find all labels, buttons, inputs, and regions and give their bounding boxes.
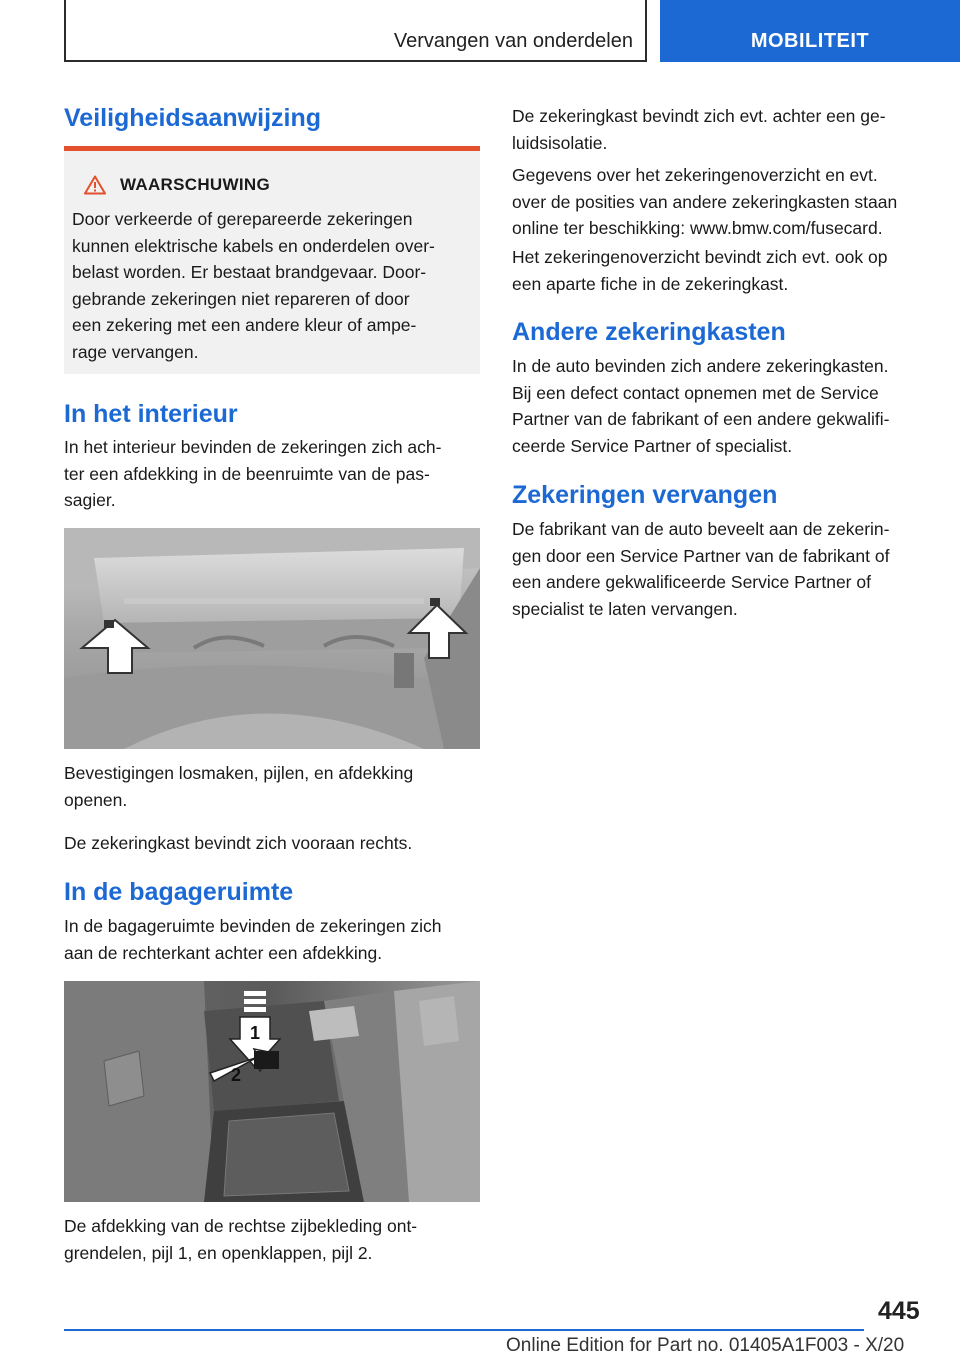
- text-line: openen.: [64, 789, 128, 810]
- header-section-title: Vervangen van onderdelen: [393, 30, 633, 52]
- luggage-paragraph: [64, 913, 480, 966]
- other-boxes-paragraph: [512, 353, 932, 459]
- safety-heading: Veiligheidsaanwijzing: [64, 104, 322, 132]
- text-line: luidsisolatie.: [512, 132, 608, 153]
- text-line: een andere gekwalificeerde Service Partner of: [512, 572, 871, 592]
- header-section-box: [64, 0, 647, 62]
- text-line: In de auto bevinden zich andere zekeringkasten.: [512, 356, 889, 376]
- warning-triangle-icon: [84, 175, 106, 195]
- text-line: sagier.: [64, 490, 116, 510]
- text-line: De afdekking van de rechtse zijbekleding ont‐: [64, 1216, 418, 1236]
- arrow-label-2: 2: [230, 1065, 242, 1085]
- sheet-paragraph: [512, 244, 932, 297]
- interior-paragraph: [64, 434, 480, 514]
- warning-label: WAARSCHUWING: [120, 175, 270, 194]
- text-line: grendelen, pijl 1, en openklappen, pijl 2.: [64, 1242, 373, 1263]
- text-line: Bij een defect contact opnemen met de Service: [512, 382, 879, 403]
- header-chapter-title: MOBILITEIT: [750, 30, 870, 52]
- warning-line: rage vervangen.: [72, 341, 199, 362]
- warning-line: Door verkeerde of gerepareerde zekeringen: [72, 209, 413, 229]
- interior-note: De zekeringkast bevindt zich vooraan rechts.: [64, 833, 413, 853]
- text-line: online ter beschikking: www.bmw.com/fusecard.: [512, 218, 883, 238]
- arrow-label-1: 1: [249, 1023, 261, 1043]
- footer-divider: [64, 1329, 864, 1331]
- luggage-heading: In de bagageruimte: [64, 878, 294, 906]
- page-number: 445: [878, 1297, 920, 1325]
- interior-photo: [64, 528, 480, 749]
- interior-caption: [64, 760, 480, 813]
- warning-header: [84, 175, 270, 195]
- text-line: In het interieur bevinden de zekeringen zich ach‐: [64, 437, 442, 457]
- luggage-photo: [64, 981, 480, 1202]
- footer-edition: Online Edition for Part no. 01405A1F003 - X/20: [506, 1335, 905, 1356]
- text-line: specialist te laten vervangen.: [512, 598, 738, 619]
- text-line: aan de rechterkant achter een afdekking.: [64, 942, 383, 963]
- warning-line: belast worden. Er bestaat brandgevaar. Door‐: [72, 262, 427, 282]
- warning-box: [64, 146, 480, 374]
- text-line: over de posities van andere zekeringkasten staan: [512, 191, 898, 212]
- replace-heading: Zekeringen vervangen: [512, 481, 778, 509]
- text-line: Gegevens over het zekeringenoverzicht en evt.: [512, 165, 878, 185]
- text-line: De fabrikant van de auto beveelt aan de zekerin‐: [512, 519, 890, 539]
- intro-paragraph: [512, 103, 932, 156]
- luggage-caption: [64, 1213, 480, 1266]
- other-boxes-heading: Andere zekeringkasten: [512, 318, 786, 346]
- text-line: Het zekeringenoverzicht bevindt zich evt. ook op: [512, 247, 888, 267]
- warning-text: [72, 206, 472, 365]
- warning-line: een zekering met een andere kleur of ampe‐: [72, 315, 417, 335]
- warning-line: gebrande zekeringen niet repareren of door: [72, 288, 410, 309]
- text-line: ceerde Service Partner of specialist.: [512, 435, 793, 456]
- warning-line: kunnen elektrische kabels en onderdelen over‐: [72, 235, 435, 256]
- online-paragraph: [512, 162, 932, 242]
- header-chapter-tab: [660, 0, 960, 62]
- text-line: Bevestigingen losmaken, pijlen, en afdekking: [64, 763, 414, 783]
- interior-heading: In het interieur: [64, 400, 238, 428]
- text-line: een aparte fiche in de zekeringkast.: [512, 273, 789, 294]
- text-line: De zekeringkast bevindt zich evt. achter een ge‐: [512, 106, 886, 126]
- text-line: ter een afdekking in de beenruimte van de pas‐: [64, 463, 430, 484]
- text-line: Partner van de fabrikant of een andere gekwalifi‐: [512, 409, 890, 429]
- replace-paragraph: [512, 516, 932, 622]
- text-line: gen door een Service Partner van de fabrikant of: [512, 545, 890, 566]
- text-line: In de bagageruimte bevinden de zekeringen zich: [64, 916, 442, 936]
